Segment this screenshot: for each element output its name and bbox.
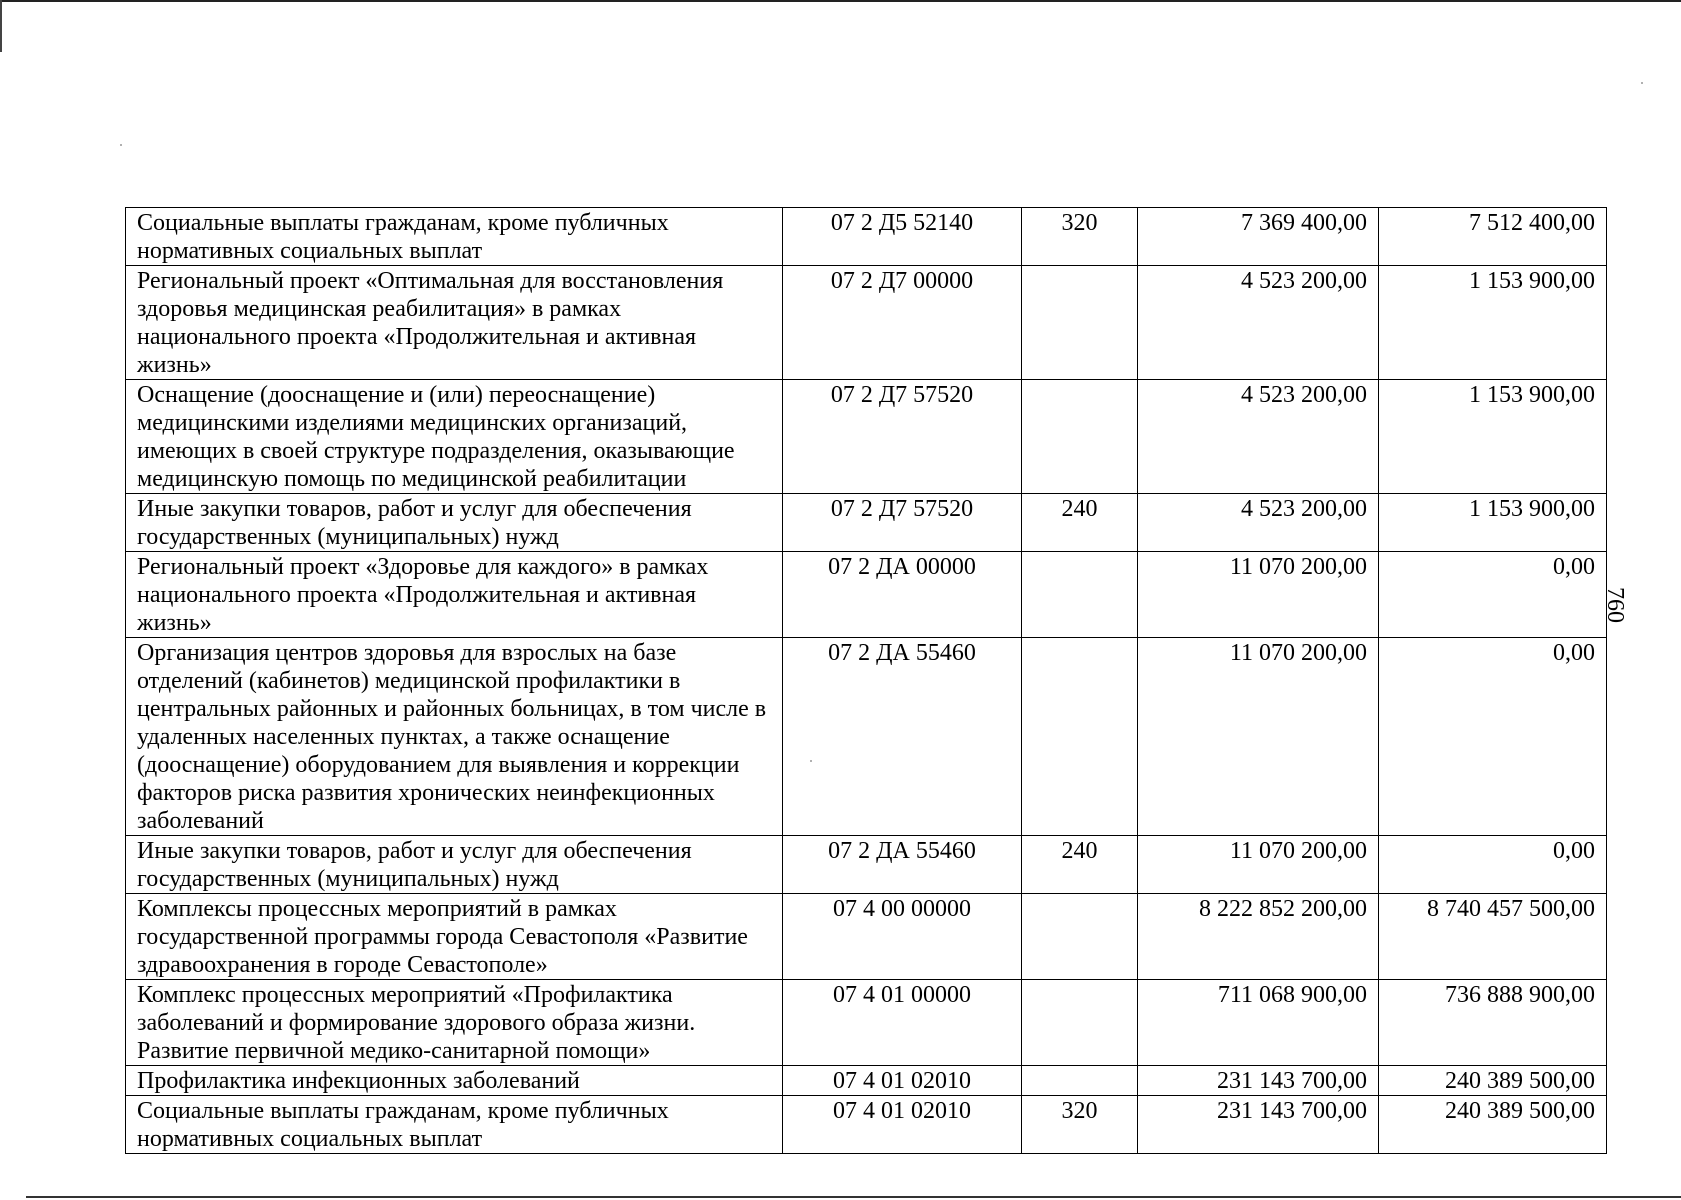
row-code: 07 2 Д5 52140 bbox=[783, 208, 1022, 266]
row-amount-1: 4 523 200,00 bbox=[1138, 266, 1379, 380]
row-name: Комплекс процессных мероприятий «Профилактика заболеваний и формирование здорового образа жизни. Развитие первичной медико-санитарной помощи» bbox=[126, 980, 783, 1066]
table-row bbox=[126, 1066, 1607, 1096]
row-amount-2: 1 153 900,00 bbox=[1379, 494, 1607, 552]
row-amount-1: 11 070 200,00 bbox=[1138, 552, 1379, 638]
row-amount-2: 0,00 bbox=[1379, 552, 1607, 638]
row-amount-1: 7 369 400,00 bbox=[1138, 208, 1379, 266]
row-code: 07 4 00 00000 bbox=[783, 894, 1022, 980]
page-bottom-edge bbox=[26, 1196, 1681, 1198]
row-expense-type: 240 bbox=[1022, 836, 1138, 894]
table-row bbox=[126, 552, 1607, 638]
row-expense-type bbox=[1022, 1066, 1138, 1096]
row-expense-type bbox=[1022, 638, 1138, 836]
table-row bbox=[126, 836, 1607, 894]
scan-speck bbox=[1641, 82, 1643, 84]
row-amount-1: 4 523 200,00 bbox=[1138, 380, 1379, 494]
table-row bbox=[126, 494, 1607, 552]
row-expense-type bbox=[1022, 552, 1138, 638]
table-row bbox=[126, 208, 1607, 266]
row-amount-1: 711 068 900,00 bbox=[1138, 980, 1379, 1066]
row-code: 07 2 Д7 00000 bbox=[783, 266, 1022, 380]
page-number: 760 bbox=[1602, 587, 1628, 623]
row-name: Оснащение (дооснащение и (или) переоснащение) медицинскими изделиями медицинских организаций, имеющих в своей структуре подразделения, оказывающие медицинскую помощь по медицинской реабилитации bbox=[126, 380, 783, 494]
row-name: Региональный проект «Оптимальная для восстановления здоровья медицинская реабилитация» в рамках национального проекта «Продолжительная и активная жизнь» bbox=[126, 266, 783, 380]
scan-speck bbox=[120, 144, 122, 146]
row-amount-1: 231 143 700,00 bbox=[1138, 1096, 1379, 1154]
budget-table bbox=[125, 207, 1607, 1154]
row-name: Иные закупки товаров, работ и услуг для обеспечения государственных (муниципальных) нужд bbox=[126, 494, 783, 552]
row-expense-type bbox=[1022, 894, 1138, 980]
row-amount-2: 8 740 457 500,00 bbox=[1379, 894, 1607, 980]
row-code: 07 4 01 00000 bbox=[783, 980, 1022, 1066]
row-amount-1: 11 070 200,00 bbox=[1138, 638, 1379, 836]
row-code: 07 2 ДА 55460 bbox=[783, 836, 1022, 894]
row-amount-1: 4 523 200,00 bbox=[1138, 494, 1379, 552]
table-row bbox=[126, 980, 1607, 1066]
row-expense-type bbox=[1022, 380, 1138, 494]
row-code: 07 2 Д7 57520 bbox=[783, 380, 1022, 494]
row-name: Социальные выплаты гражданам, кроме публичных нормативных социальных выплат bbox=[126, 1096, 783, 1154]
row-expense-type: 320 bbox=[1022, 1096, 1138, 1154]
table-row bbox=[126, 266, 1607, 380]
row-expense-type bbox=[1022, 980, 1138, 1066]
table-row bbox=[126, 1096, 1607, 1154]
row-code: 07 2 ДА 00000 bbox=[783, 552, 1022, 638]
row-amount-2: 240 389 500,00 bbox=[1379, 1096, 1607, 1154]
row-code: 07 4 01 02010 bbox=[783, 1096, 1022, 1154]
table-row bbox=[126, 638, 1607, 836]
row-amount-2: 1 153 900,00 bbox=[1379, 266, 1607, 380]
row-name: Региональный проект «Здоровье для каждого» в рамках национального проекта «Продолжительная и активная жизнь» bbox=[126, 552, 783, 638]
page-left-edge bbox=[0, 0, 2, 52]
row-amount-2: 0,00 bbox=[1379, 638, 1607, 836]
row-amount-1: 231 143 700,00 bbox=[1138, 1066, 1379, 1096]
row-name: Социальные выплаты гражданам, кроме публичных нормативных социальных выплат bbox=[126, 208, 783, 266]
page-top-edge bbox=[0, 0, 1681, 2]
row-code: 07 2 Д7 57520 bbox=[783, 494, 1022, 552]
row-amount-2: 0,00 bbox=[1379, 836, 1607, 894]
row-amount-2: 7 512 400,00 bbox=[1379, 208, 1607, 266]
row-name: Организация центров здоровья для взрослых на базе отделений (кабинетов) медицинской профилактики в центральных районных и районных больницах, в том числе в удаленных населенных пунктах, а также оснащение (дооснащение) оборудованием для выявления и коррекции факторов риска развития хронических неинфекционных заболеваний bbox=[126, 638, 783, 836]
row-name: Иные закупки товаров, работ и услуг для обеспечения государственных (муниципальных) нужд bbox=[126, 836, 783, 894]
row-code: 07 2 ДА 55460 bbox=[783, 638, 1022, 836]
row-expense-type: 240 bbox=[1022, 494, 1138, 552]
table-row bbox=[126, 894, 1607, 980]
row-expense-type: 320 bbox=[1022, 208, 1138, 266]
row-amount-2: 1 153 900,00 bbox=[1379, 380, 1607, 494]
table-row bbox=[126, 380, 1607, 494]
row-amount-1: 11 070 200,00 bbox=[1138, 836, 1379, 894]
row-expense-type bbox=[1022, 266, 1138, 380]
row-amount-1: 8 222 852 200,00 bbox=[1138, 894, 1379, 980]
row-amount-2: 240 389 500,00 bbox=[1379, 1066, 1607, 1096]
row-code: 07 4 01 02010 bbox=[783, 1066, 1022, 1096]
row-amount-2: 736 888 900,00 bbox=[1379, 980, 1607, 1066]
row-name: Профилактика инфекционных заболеваний bbox=[126, 1066, 783, 1096]
row-name: Комплексы процессных мероприятий в рамках государственной программы города Севастополя «Развитие здравоохранения в городе Севастополе» bbox=[126, 894, 783, 980]
